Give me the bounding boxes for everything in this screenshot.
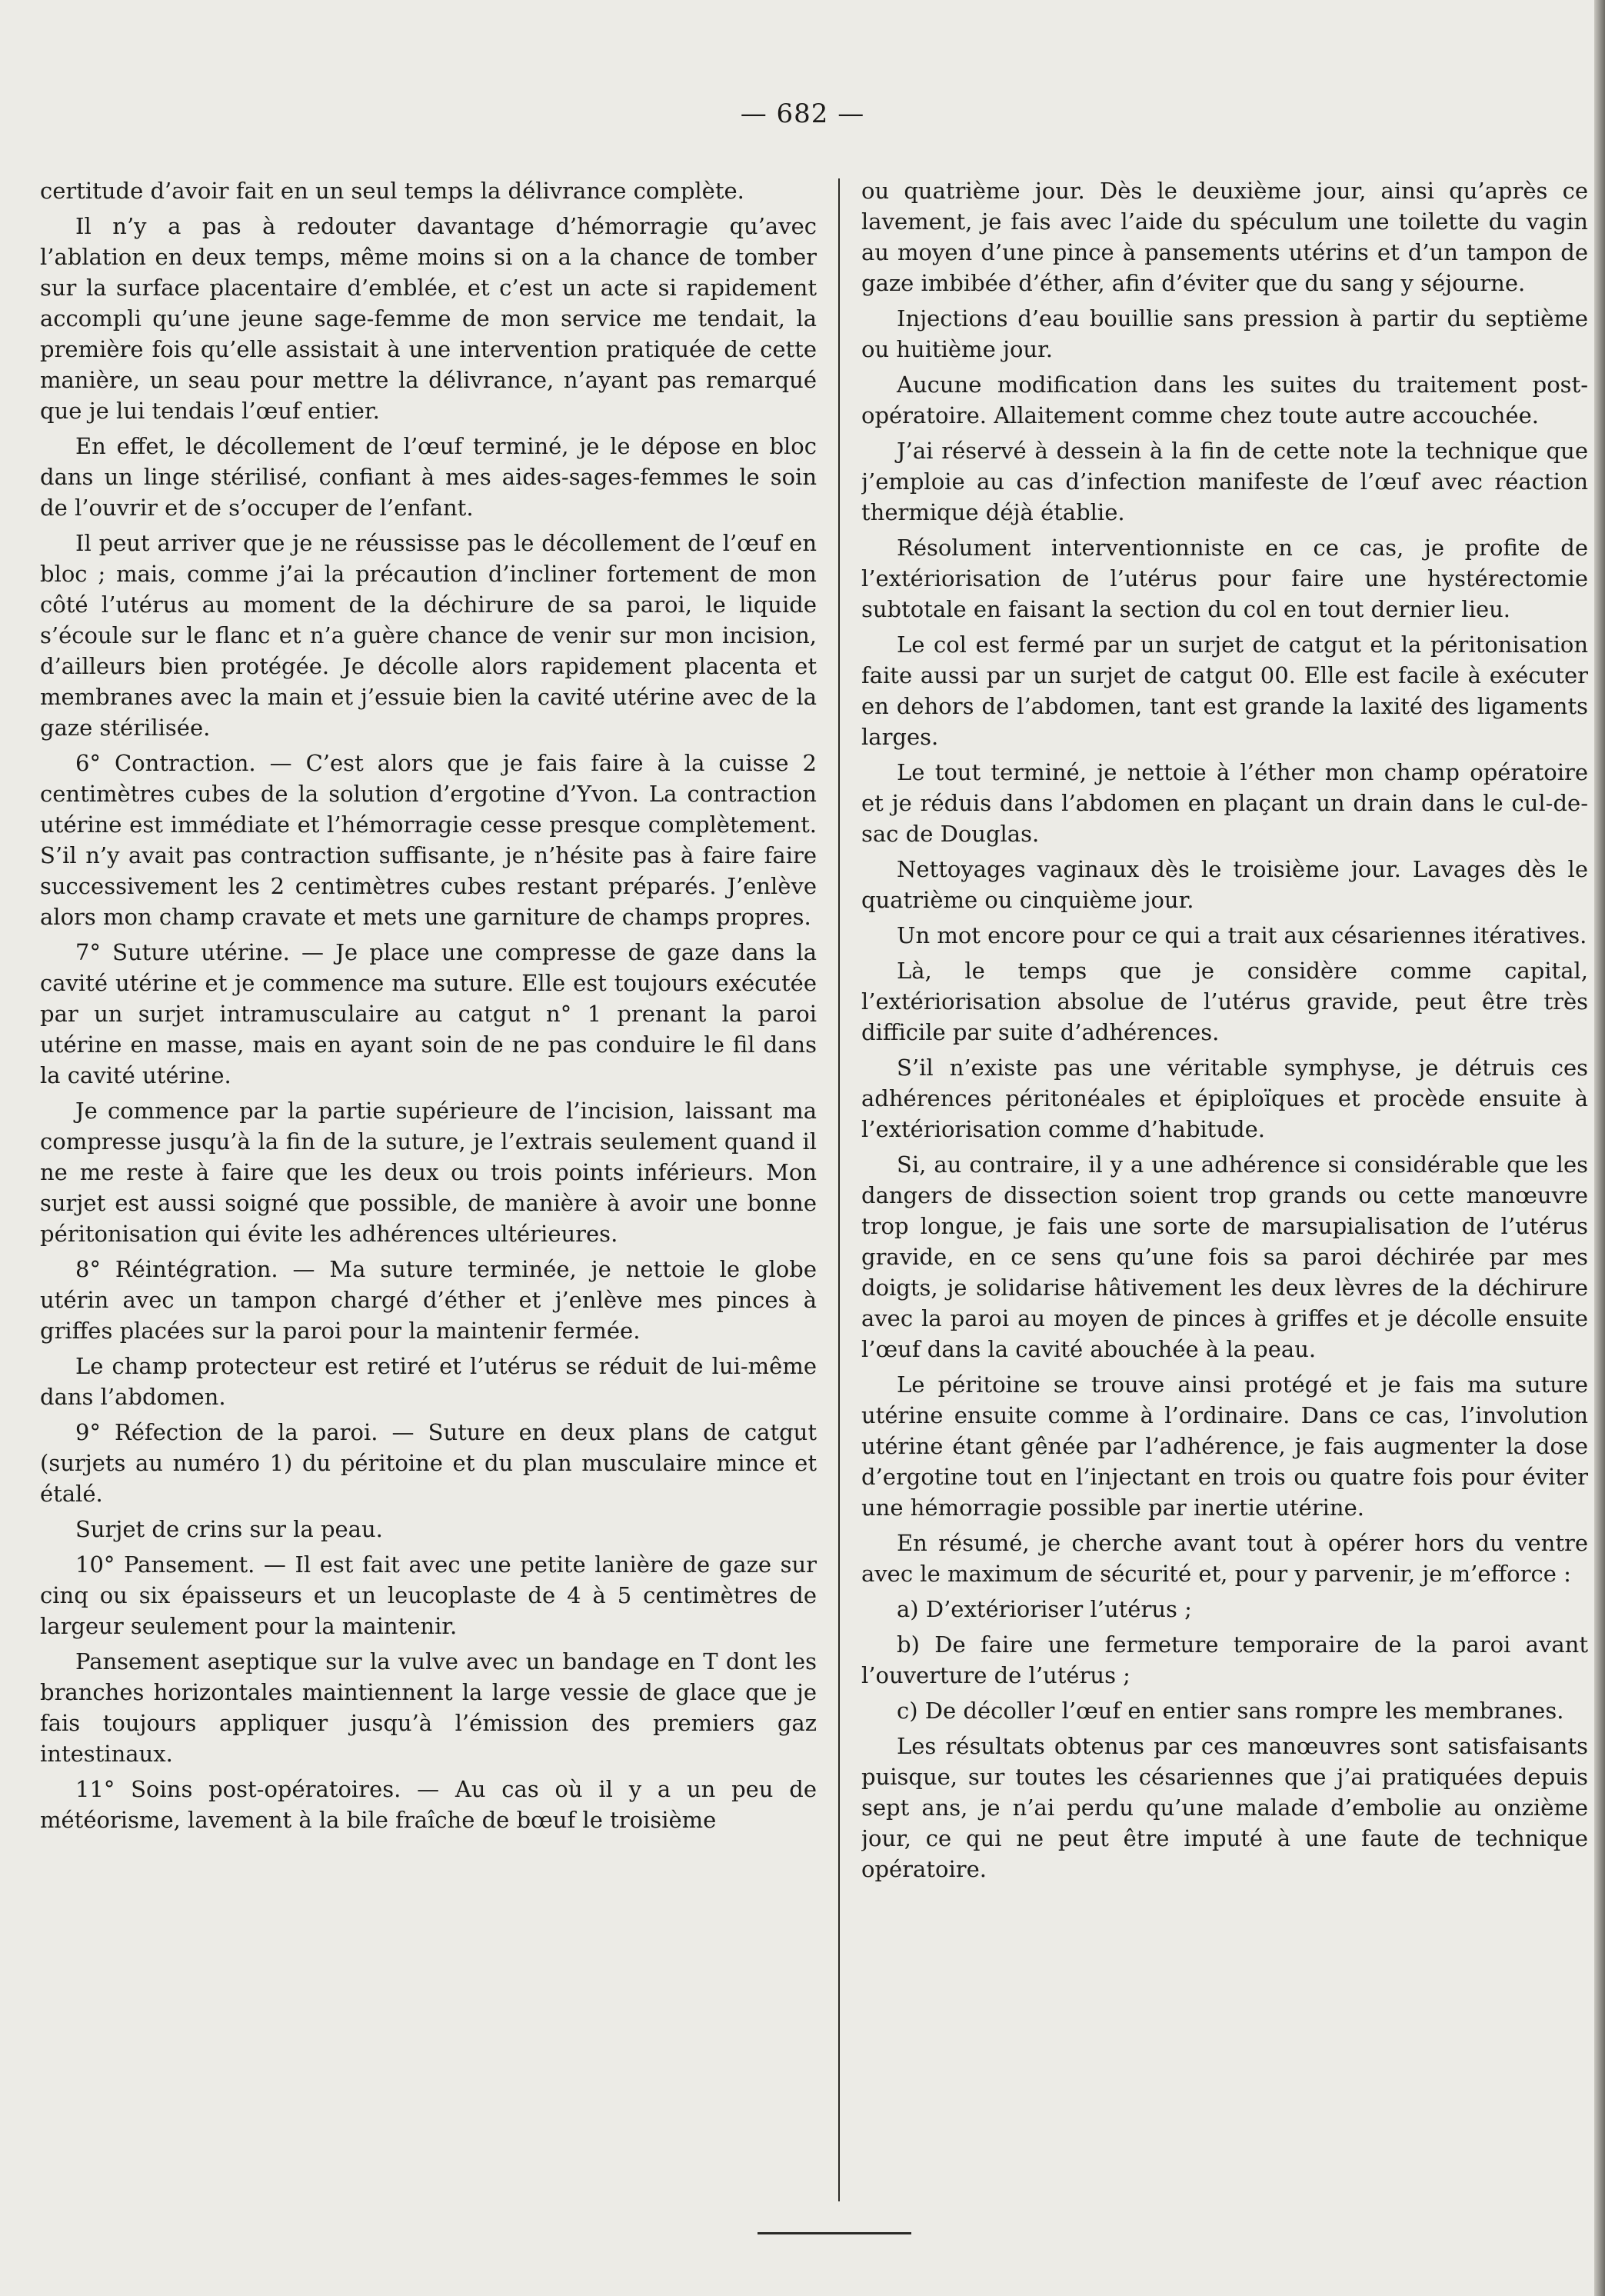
paragraph: Le péritoine se trouve ainsi protégé et je fais ma suture utérine ensuite comme à l’ordinaire. Dans ce cas, l’involution utérine étant gênée par l’adhérence, je fais augmenter la dose d’ergotine tout en l’injectant en trois ou quatre fois pour éviter une hémorragie possible par inertie utérine.: [861, 1371, 1588, 1521]
paragraph: 8° Réintégration. — Ma suture terminée, je nettoie le globe utérin avec un tampon chargé d’éther et j’enlève mes pinces à griffes placées sur la paroi pour la maintenir fermée.: [40, 1256, 817, 1344]
paragraph: En résumé, je cherche avant tout à opérer hors du ventre avec le maximum de sécurité et, pour y parvenir, je m’efforce :: [861, 1530, 1588, 1587]
paragraph: Aucune modification dans les suites du traitement post-opératoire. Allaitement comme chez toute autre accouchée.: [861, 372, 1588, 428]
paragraph: Nettoyages vaginaux dès le troisième jour. Lavages dès le quatrième ou cinquième jour.: [861, 856, 1588, 913]
paragraph: Pansement aseptique sur la vulve avec un bandage en T dont les branches horizontales maintiennent la large vessie de glace que je fais toujours appliquer jusqu’à l’émission des premiers gaz intestinaux.: [40, 1648, 817, 1767]
paragraph: certitude d’avoir fait en un seul temps la délivrance complète.: [40, 178, 744, 204]
paragraph: a) D’extérioriser l’utérus ;: [897, 1596, 1192, 1622]
paragraph: J’ai réservé à dessein à la fin de cette note la technique que j’emploie au cas d’infection manifeste de l’œuf avec réaction thermique déjà établie.: [861, 438, 1588, 525]
paragraph: Là, le temps que je considère comme capital, l’extériorisation absolue de l’utérus gravide, peut être très difficile par suite d’adhérences.: [861, 958, 1588, 1045]
paragraph: Injections d’eau bouillie sans pression à partir du septième ou huitième jour.: [861, 305, 1588, 362]
paragraph: Le col est fermé par un surjet de catgut et la péritonisation faite aussi par un surjet de catgut 00. Elle est facile à exécuter en dehors de l’abdomen, tant est grande la laxité des ligaments larges.: [861, 631, 1588, 750]
page-binding-edge: [1594, 0, 1605, 2296]
paragraph: 10° Pansement. — Il est fait avec une petite lanière de gaze sur cinq ou six épaisseurs et un leucoplaste de 4 à 5 centimètres de largeur seulement pour la maintenir.: [40, 1551, 817, 1639]
paragraph: ou quatrième jour. Dès le deuxième jour, ainsi qu’après ce lavement, je fais avec l’aide du spéculum une toilette du vagin au moyen d’une pince à pansements utérins et d’un tampon de gaze imbibée d’éther, afin d’éviter que du sang y séjourne.: [861, 178, 1588, 296]
paragraph: Résolument interventionniste en ce cas, je profite de l’extériorisation de l’utérus pour faire une hystérectomie subtotale en faisant la section du col en tout dernier lieu.: [861, 535, 1588, 622]
paragraph: 9° Réfection de la paroi. — Suture en deux plans de catgut (surjets au numéro 1) du péritoine et du plan musculaire mince et étalé.: [40, 1419, 817, 1507]
paragraph: b) De faire une fermeture temporaire de la paroi avant l’ouverture de l’utérus ;: [861, 1631, 1588, 1688]
left-column: [40, 175, 817, 2206]
paragraph: Je commence par la partie supérieure de l’incision, laissant ma compresse jusqu’à la fin de la suture, je l’extrais seulement quand il ne me reste à faire que les deux ou trois points inférieurs. Mon surjet est aussi soigné que possible, de manière à avoir une bonne péritonisation qui évite les adhérences ultérieures.: [40, 1098, 817, 1247]
paragraph: En effet, le décollement de l’œuf terminé, je le dépose en bloc dans un linge stérilisé, confiant à mes aides-sages-femmes le soin de l’ouvrir et de s’occuper de l’enfant.: [40, 433, 817, 521]
column-divider: [838, 178, 840, 2201]
paragraph: Surjet de crins sur la peau.: [75, 1516, 383, 1542]
paragraph: Les résultats obtenus par ces manœuvres sont satisfaisants puisque, sur toutes les césariennes que j’ai pratiquées depuis sept ans, je n’ai perdu qu’une malade d’embolie au onzième jour, ce qui ne peut être imputé à une faute de technique opératoire.: [861, 1733, 1588, 1882]
paragraph: Si, au contraire, il y a une adhérence si considérable que les dangers de dissection soient trop grands ou cette manœuvre trop longue, je fais une sorte de marsupialisation de l’utérus gravide, en ce sens qu’une fois sa paroi déchirée par mes doigts, je solidarise hâtivement les deux lèvres de la déchirure avec la paroi au moyen de pinces à griffes et je décolle ensuite l’œuf dans la cavité abouchée à la peau.: [861, 1151, 1588, 1362]
paragraph: Le champ protecteur est retiré et l’utérus se réduit de lui-même dans l’abdomen.: [40, 1353, 817, 1410]
paragraph: Un mot encore pour ce qui a trait aux césariennes itératives.: [897, 922, 1587, 948]
paragraph: Il peut arriver que je ne réussisse pas le décollement de l’œuf en bloc ; mais, comme j’ai la précaution d’incliner fortement de mon côté l’utérus au moment de la déchirure de sa paroi, le liquide s’écoule sur le flanc et n’a guère chance de venir sur mon incision, d’ailleurs bien protégée. Je décolle alors rapidement placenta et membranes avec la main et j’essuie bien la cavité utérine avec de la gaze stérilisée.: [40, 530, 817, 741]
paragraph: S’il n’existe pas une véritable symphyse, je détruis ces adhérences péritonéales et épiploïques et procède ensuite à l’extériorisation comme d’habitude.: [861, 1055, 1588, 1142]
paragraph: 11° Soins post-opératoires. — Au cas où il y a un peu de météorisme, lavement à la bile fraîche de bœuf le troisième: [40, 1776, 817, 1833]
footer-rule: [758, 2232, 911, 2234]
paragraph: 7° Suture utérine. — Je place une compresse de gaze dans la cavité utérine et je commence ma suture. Elle est toujours exécutée par un surjet intramusculaire au catgut n° 1 prenant la paroi utérine en masse, mais en ayant soin de ne pas conduire le fil dans la cavité utérine.: [40, 939, 817, 1088]
page-number: — 682 —: [740, 98, 865, 129]
paragraph: 6° Contraction. — C’est alors que je fais faire à la cuisse 2 centimètres cubes de la solution d’ergotine d’Yvon. La contraction utérine est immédiate et l’hémorragie cesse presque complètement. S’il n’y avait pas contraction suffisante, je n’hésite pas à faire faire successivement les 2 centimètres cubes restant préparés. J’enlève alors mon champ cravate et mets une garniture de champs propres.: [40, 750, 817, 930]
right-column: [861, 175, 1588, 2206]
paragraph: Il n’y a pas à redouter davantage d’hémorragie qu’avec l’ablation en deux temps, même moins si on a la chance de tomber sur la surface placentaire d’emblée, et c’est un acte si rapidement accompli qu’une jeune sage-femme de mon service me tendait, la première fois qu’elle assistait à une intervention pratiquée de cette manière, un seau pour mettre la délivrance, n’ayant pas remarqué que je lui tendais l’œuf entier.: [40, 213, 817, 424]
paragraph: Le tout terminé, je nettoie à l’éther mon champ opératoire et je réduis dans l’abdomen en plaçant un drain dans le cul-de-sac de Douglas.: [861, 759, 1588, 847]
paragraph: c) De décoller l’œuf en entier sans rompre les membranes.: [897, 1698, 1564, 1724]
